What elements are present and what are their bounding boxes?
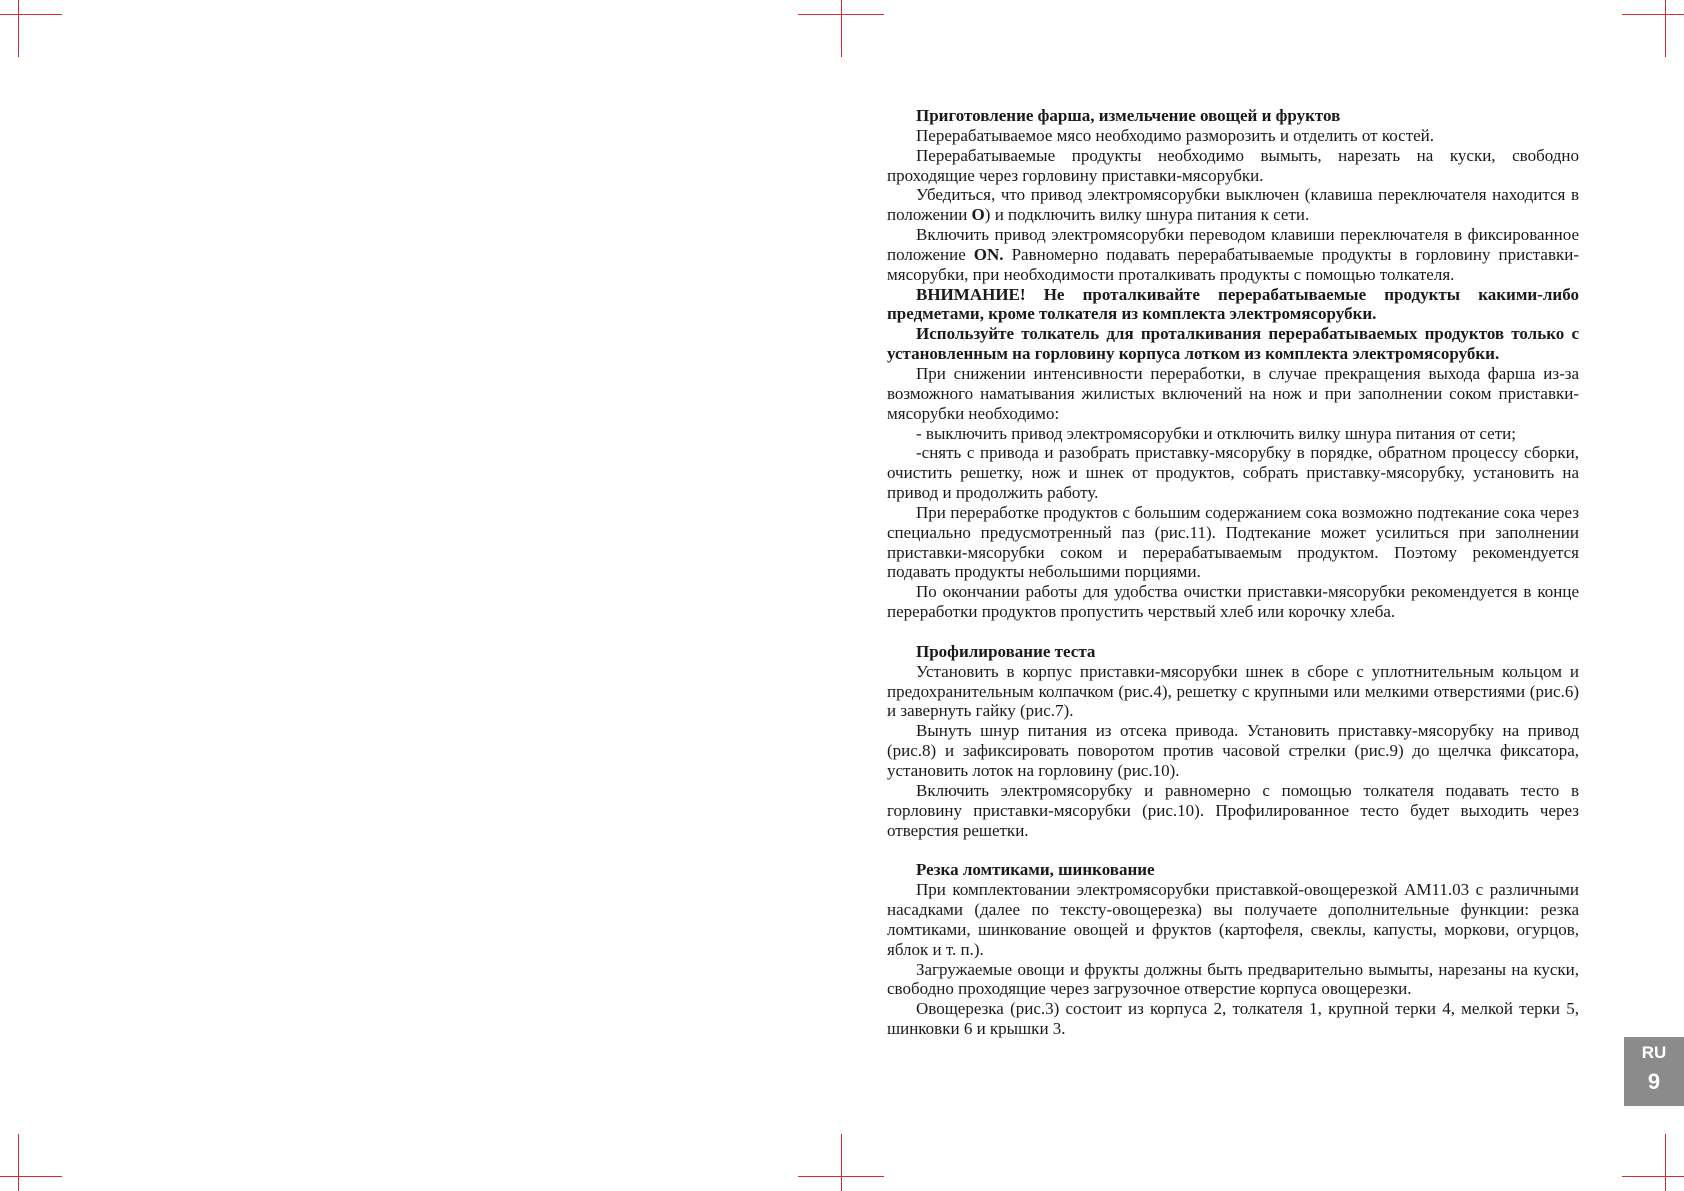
paragraph: Перерабатываемые продукты необходимо вымыть, нарезать на куски, свободно проходящие через горловину приставки-мясорубки. bbox=[887, 145, 1579, 185]
text-run: Включить привод электромясорубки переводом клавиши переключателя в фиксированное положение bbox=[887, 225, 1579, 264]
section-title-mincing: Приготовление фарша, измельчение овощей и фруктов bbox=[916, 106, 1341, 125]
crop-mark-top-left-h bbox=[0, 14, 62, 15]
crop-mark-top-left-v bbox=[18, 0, 19, 57]
text-run: Убедиться, что привод электромясорубки выключен (клавиша переключателя находится в положении bbox=[887, 185, 1579, 225]
crop-mark-top-right-v bbox=[1665, 0, 1666, 57]
section-title-slicing: Резка ломтиками, шинкование bbox=[916, 860, 1155, 880]
language-label: RU bbox=[1641, 1043, 1667, 1062]
crop-mark-bottom-center-v bbox=[841, 1134, 842, 1191]
crop-mark-top-center-v bbox=[841, 0, 842, 57]
crop-mark-bottom-left-v bbox=[18, 1134, 19, 1191]
text-run: Равномерно подавать перерабатываемые продукты в горловину приставки-мясорубки, при необходимости проталкивать продукты с помощью толкателя. bbox=[887, 244, 1579, 284]
warning-text: ВНИМАНИЕ! Не проталкивайте перерабатываемые продукты какими-либо предметами, кроме толкателя из комплекта электромясорубки. bbox=[887, 284, 1579, 324]
crop-mark-bottom-right-v bbox=[1665, 1134, 1666, 1191]
text-column bbox=[887, 106, 1579, 1039]
paragraph bbox=[887, 225, 1579, 285]
paragraph: Овощерезка (рис.3) состоит из корпуса 2, толкателя 1, крупной терки 4, мелкой терки 5, шинковки 6 и крышки 3. bbox=[887, 999, 1579, 1039]
switch-position-off: O bbox=[971, 205, 985, 225]
paragraph: Перерабатываемое мясо необходимо разморозить и отделить от костей. bbox=[916, 125, 1435, 145]
crop-mark-bottom-center-h bbox=[798, 1176, 884, 1177]
section-title-dough: Профилирование теста bbox=[916, 641, 1096, 661]
section-spacer bbox=[887, 840, 1579, 860]
paragraph: Включить электромясорубку и равномерно с помощью толкателя подавать тесто в горловину приставки-мясорубки (рис.10). Профилированное тесто будет выходить через отверстия решетки. bbox=[887, 780, 1579, 840]
paragraph: Загружаемые овощи и фрукты должны быть предварительно вымыты, нарезаны на куски, свободно проходящие через загрузочное отверстие корпуса овощерезки. bbox=[887, 959, 1579, 999]
paragraph: При переработке продуктов с большим содержанием сока возможно подтекание сока через специально предусмотренный паз (рис.11). Подтекание может усилиться при заполнении приставки-мясорубки соком и перерабатываемым продуктом. Поэтому рекомендуется подавать продукты небольшими порциями. bbox=[887, 502, 1579, 582]
paragraph bbox=[887, 185, 1579, 225]
crop-mark-bottom-right-h bbox=[1622, 1176, 1684, 1177]
switch-position-on: ON. bbox=[973, 244, 1004, 264]
list-item: -снять с привода и разобрать приставку-мясорубку в порядке, обратном процессу сборки, очистить решетку, нож и шнек от продуктов, собрать приставку-мясорубку, установить на привод и продолжить работу. bbox=[887, 443, 1579, 503]
paragraph: Вынуть шнур питания из отсека привода. Установить приставку-мясорубку на привод (рис.8) и зафиксировать поворотом против часовой стрелки (рис.9) до щелчка фиксатора, установить лоток на горловину (рис.10). bbox=[887, 721, 1579, 780]
page-number: 9 bbox=[1647, 1069, 1661, 1094]
section-spacer bbox=[887, 622, 1579, 642]
paragraph: Установить в корпус приставки-мясорубки шнек в сборе с уплотнительным кольцом и предохранительным колпачком (рис.4), решетку с крупными или мелкими отверстиями (рис.6) и завернуть гайку (рис.7). bbox=[887, 661, 1579, 721]
paragraph: По окончании работы для удобства очистки приставки-мясорубки рекомендуется в конце переработки продуктов пропустить черствый хлеб или корочку хлеба. bbox=[887, 582, 1579, 622]
language-page-tab bbox=[1624, 1037, 1684, 1106]
crop-mark-top-right-h bbox=[1622, 14, 1684, 15]
text-run: ) и подключить вилку шнура питания к сети. bbox=[984, 205, 1310, 225]
crop-mark-top-center-h bbox=[798, 14, 884, 15]
list-item: - выключить привод электромясорубки и отключить вилку шнура питания от сети; bbox=[916, 423, 1516, 443]
crop-mark-bottom-left-h bbox=[0, 1176, 62, 1177]
paragraph: При снижении интенсивности переработки, в случае прекращения выхода фарша из-за возможного наматывания жилистых включений на нож и при заполнении соком приставки-мясорубки необходимо: bbox=[887, 363, 1579, 423]
warning-text: Используйте толкатель для проталкивания перерабатываемых продуктов только с установленным на горловину корпуса лотком из комплекта электромясорубки. bbox=[887, 324, 1579, 364]
paragraph: При комплектовании электромясорубки приставкой-овощерезкой АМ11.03 с различными насадками (далее по тексту-овощерезка) вы получаете дополнительные функции: резка ломтиками, шинкование овощей и фруктов (картофеля, свеклы, капусты, моркови, огурцов, яблок и т. п.). bbox=[887, 880, 1579, 959]
